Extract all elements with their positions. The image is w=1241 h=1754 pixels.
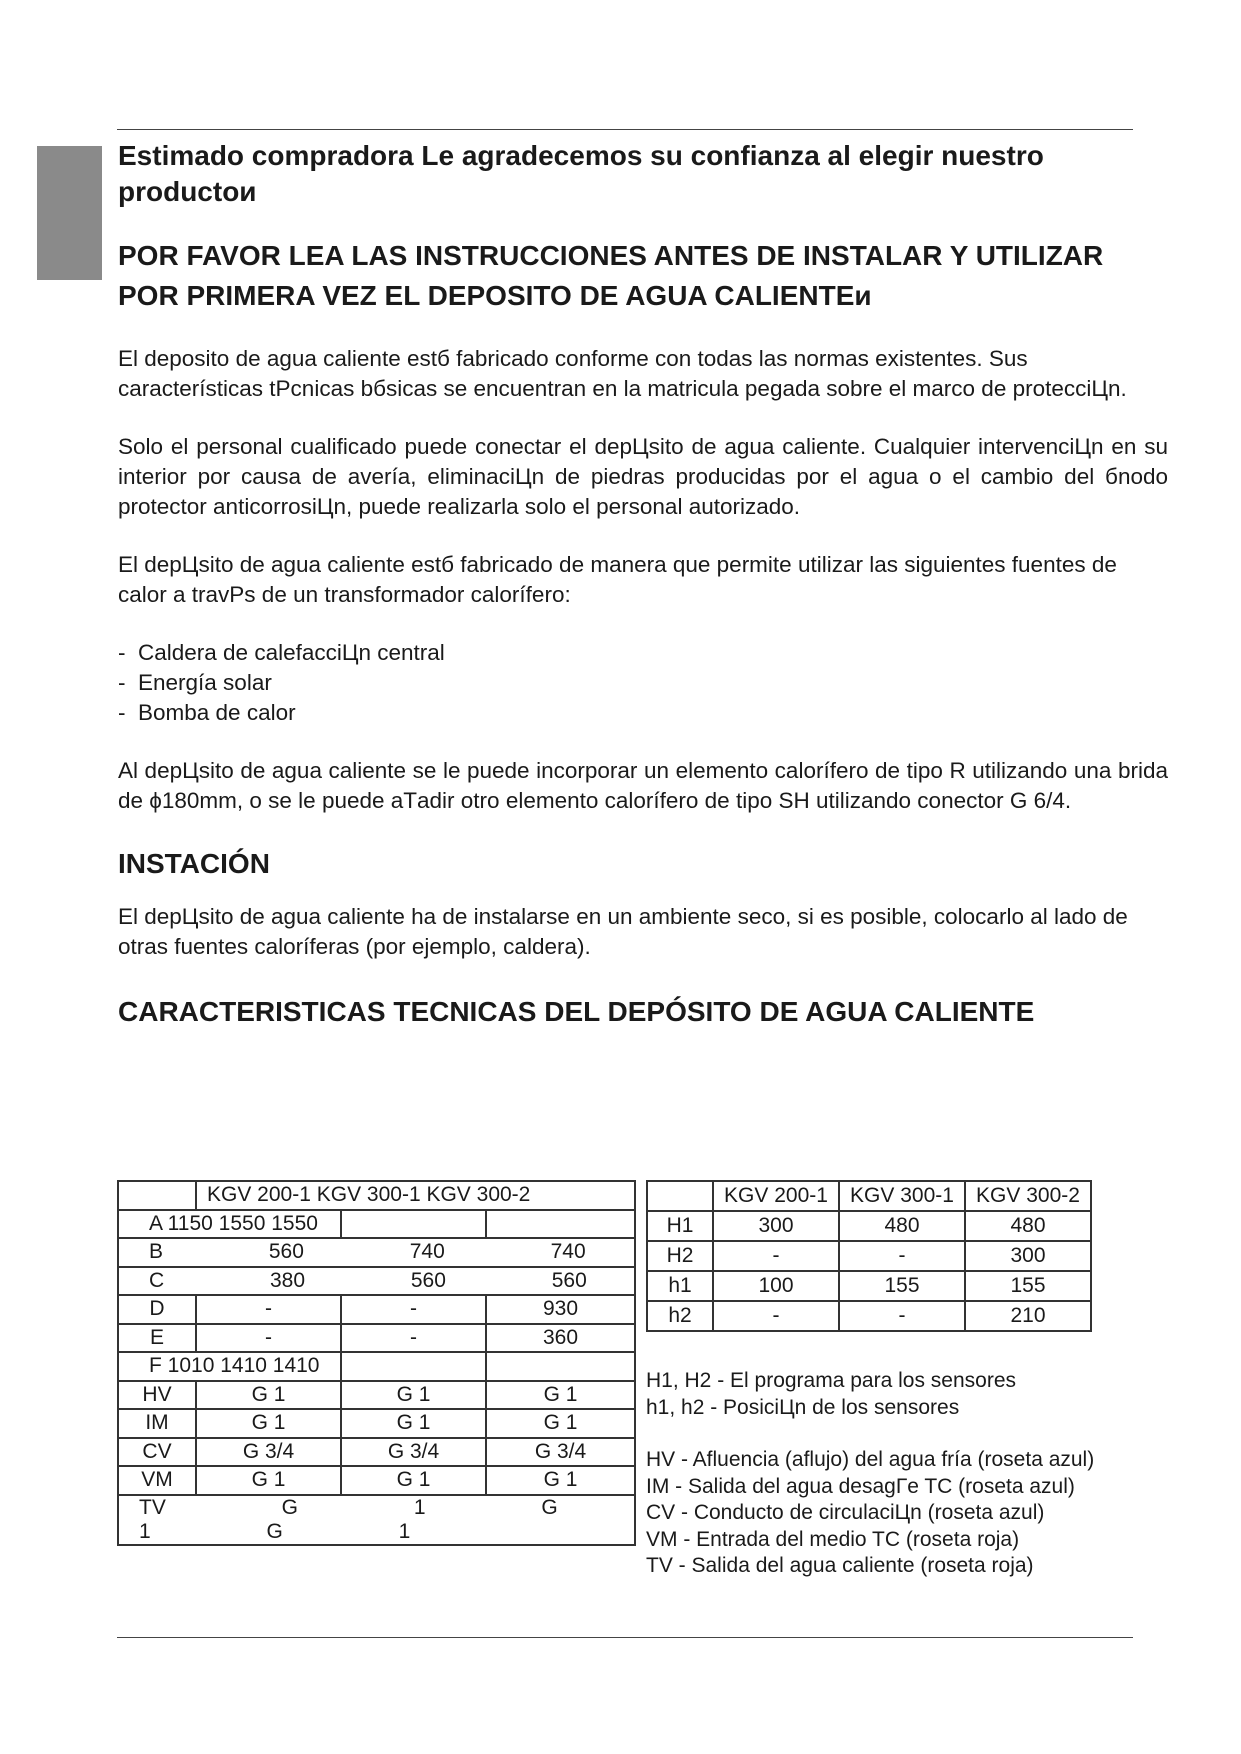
table-row: F 1010 1410 1410: [118, 1352, 635, 1381]
legend-line: H1, H2 - El programa para los sensores: [646, 1369, 1016, 1392]
bottom-rule: [117, 1637, 1133, 1638]
table-row: H2 - - 300: [647, 1241, 1091, 1271]
table-header: KGV 300-2: [965, 1181, 1091, 1211]
legend-line: h1, h2 - PosiciЦn de los sensores: [646, 1395, 960, 1419]
table-row: h1 100 155 155: [647, 1271, 1091, 1301]
top-rule: [117, 129, 1133, 130]
table-row: A 1150 1550 1550: [118, 1210, 635, 1239]
paragraph-installation: El depЦsito de agua caliente ha de instalarse en un ambiente seco, si es posible, colocarlo al lado de otras fuentes caloríferas (por ejemplo, caldera).: [118, 904, 1128, 959]
table-row: D - - 930: [118, 1295, 635, 1324]
legend-line: TV - Salida del agua caliente (roseta roja): [646, 1554, 1034, 1577]
table-row: [647, 1181, 1091, 1211]
greeting-heading: Estimado compradora Le agradecemos su confianza al elegir nuestro productoи: [118, 140, 1044, 207]
paragraph-norms: El deposito de agua caliente estб fabricado conforme con todas las normas existentes. Sus características tРcnicas bбsicas se encuentran en la matricula pegada sobre el marco de protecciЦn.: [118, 346, 1127, 401]
legend-line: CV - Conducto de circulaciЦn (roseta azul): [646, 1501, 1045, 1524]
table-row: H1 300 480 480: [647, 1211, 1091, 1241]
list-item: - Bomba de calor: [118, 698, 1168, 728]
side-tab-marker: [37, 146, 102, 280]
dimensions-table: [117, 1180, 636, 1546]
specs-heading: CARACTERISTICAS TECNICAS DEL DEPÓSITO DE AGUA CALIENTE: [118, 996, 1035, 1027]
document-body: [118, 138, 1168, 1030]
list-item: - Caldera de calefacciЦn central: [118, 638, 1168, 668]
table-row: B 560 740 740: [118, 1238, 635, 1267]
legend-line: IM - Salida del agua desagГe TC (roseta azul): [646, 1474, 1075, 1498]
legend-line: HV - Afluencia (aflujo) del agua fría (roseta azul): [646, 1448, 1095, 1471]
table-row: h2 - - 210: [647, 1301, 1091, 1331]
heat-sources-list: [118, 638, 1168, 728]
table-row: [118, 1181, 635, 1210]
sensors-table: [646, 1180, 1092, 1332]
table-row: C 380 560 560: [118, 1267, 635, 1296]
table-header: KGV 300-1: [839, 1181, 965, 1211]
paragraph-qualified-staff: Solo el personal cualificado puede conectar el depЦsito de agua caliente. Cualquier intervenciЦn en su interior por causa de avería, eliminaciЦn de piedras producidas por el agua o el cambio del бnodo protector anticorrosiЦn, puede realizarla solo el personal autorizado.: [118, 434, 1168, 519]
table-row: E - - 360: [118, 1324, 635, 1353]
warning-heading: POR FAVOR LEA LAS INSTRUCCIONES ANTES DE INSTALAR Y UTILIZAR POR PRIMERA VEZ EL DEPOSITO DE AGUA CALIENTEи: [118, 240, 1104, 311]
table-header: KGV 200-1: [713, 1181, 839, 1211]
paragraph-heat-sources: El depЦsito de agua caliente estб fabricado de manera que permite utilizar las siguientes fuentes de calor a travPs de un transformador calorífero:: [118, 552, 1117, 607]
installation-heading: INSTACIÓN: [118, 848, 270, 879]
table-row: IM G 1 G 1 G 1: [118, 1409, 635, 1438]
table-row: HV G 1 G 1 G 1: [118, 1381, 635, 1410]
table-header: KGV 200-1 KGV 300-1 KGV 300-2: [196, 1181, 635, 1210]
table-row: CV G 3/4 G 3/4 G 3/4: [118, 1438, 635, 1467]
paragraph-flange: Al depЦsito de agua caliente se le puede incorporar un elemento calorífero de tipo R utilizando una brida de ϕ180mm, o se le puede aТadir otro elemento calorífero de tipo SH utilizando conector G 6/4.: [118, 758, 1168, 813]
legend-line: VM - Entrada del medio TC (roseta roja): [646, 1527, 1020, 1551]
table-row: VM G 1 G 1 G 1: [118, 1466, 635, 1495]
table-row: TV G 1 G 1 G 1: [118, 1495, 635, 1545]
list-item: - Energía solar: [118, 668, 1168, 698]
legend: [646, 1368, 1094, 1580]
